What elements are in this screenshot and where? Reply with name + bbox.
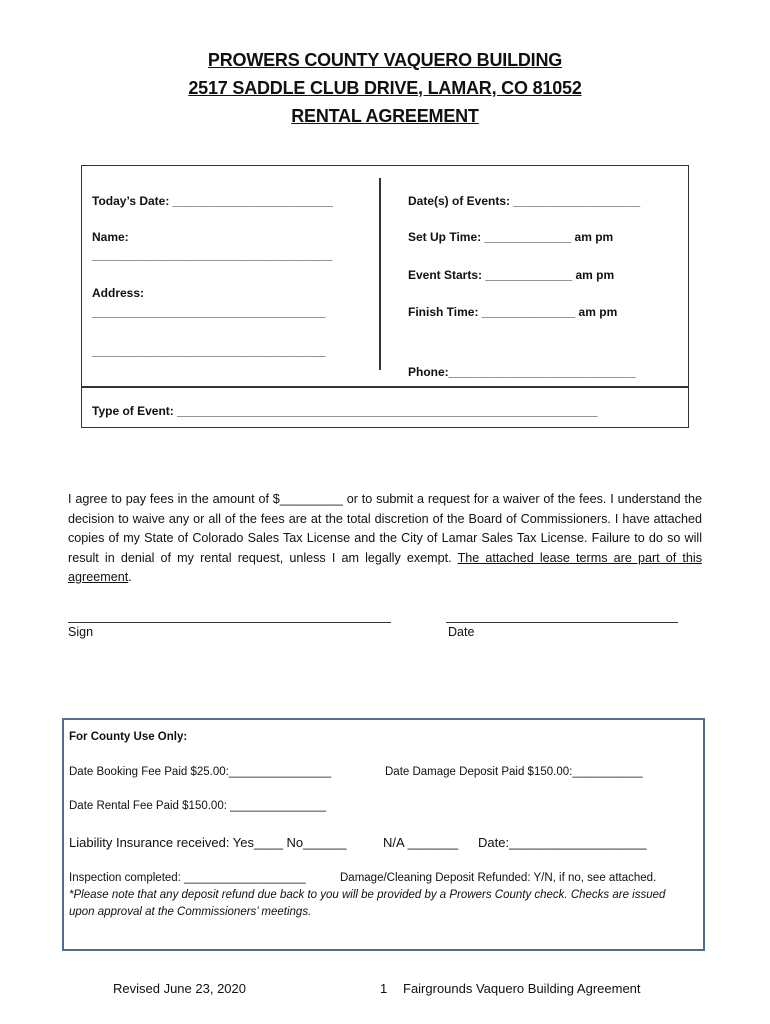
title-line-2: 2517 SADDLE CLUB DRIVE, LAMAR, CO 81052 [188, 78, 582, 98]
deposit-refund-field[interactable]: Damage/Cleaning Deposit Refunded: Y/N, if no, see attached. [340, 872, 657, 884]
document-name: Fairgrounds Vaquero Building Agreement [403, 981, 641, 996]
liability-insurance-field[interactable]: Liability Insurance received: Yes____ No______ [69, 835, 347, 850]
todays-date-field[interactable]: Today’s Date: ________________________ [92, 194, 333, 208]
lease-terms-text: The attached lease terms are part of this agreement [68, 550, 702, 584]
name-label: Name: [92, 230, 129, 244]
set-up-time-field[interactable]: Set Up Time: _____________ am pm [408, 230, 614, 244]
phone-field[interactable]: Phone:____________________________ [408, 365, 636, 379]
column-divider [379, 178, 381, 370]
agreement-text: I agree to pay fees in the amount of $_________ or to submit a request for a waiver of the fees. I understand the decision to waive any or all of the fees are at the total discretion of the Board of Commissioners. I have attached copies of my State of Colorado Sales Tax License and the City of Lamar Sales Tax License. Failure to do so will result in denial of my rental request, unless I am legally exempt. [68, 492, 702, 565]
signature-line[interactable] [68, 622, 391, 623]
event-dates-field[interactable]: Date(s) of Events: ___________________ [408, 194, 641, 208]
address-field-1[interactable]: ___________________________________ [92, 305, 326, 319]
name-field[interactable]: ____________________________________ [92, 248, 333, 262]
damage-deposit-field[interactable]: Date Damage Deposit Paid $150.00:___________ [385, 766, 643, 778]
rental-fee-field[interactable]: Date Rental Fee Paid $150.00: _______________ [69, 800, 327, 812]
booking-fee-field[interactable]: Date Booking Fee Paid $25.00:________________ [69, 766, 332, 778]
finish-time-field[interactable]: Finish Time: ______________ am pm [408, 305, 618, 319]
title-line-3: RENTAL AGREEMENT [291, 106, 479, 126]
na-field[interactable]: N/A _______ [383, 835, 459, 850]
title-line-1: PROWERS COUNTY VAQUERO BUILDING [207, 50, 563, 70]
event-starts-field[interactable]: Event Starts: _____________ am pm [408, 268, 615, 282]
date-label: Date [448, 625, 475, 639]
county-use-heading: For County Use Only: [69, 731, 188, 743]
page-number: 1 [380, 981, 388, 996]
agreement-end: . [128, 570, 132, 584]
refund-note: *Please note that any deposit refund due back to you will be provided by a Prowers County check. Checks are issued upon approval at the Commissioners’ meetings. [69, 889, 666, 918]
inspection-field[interactable]: Inspection completed: ___________________ [69, 872, 306, 884]
revised-date: Revised June 23, 2020 [113, 981, 246, 996]
event-type-field[interactable]: Type of Event: _______________________________________________________________ [92, 404, 598, 418]
sign-label: Sign [68, 625, 94, 639]
address-field-2[interactable]: ___________________________________ [92, 344, 326, 358]
insurance-date-field[interactable]: Date:___________________ [478, 835, 647, 850]
agreement-paragraph [68, 490, 702, 588]
signature-date-line[interactable] [446, 622, 678, 623]
address-label: Address: [92, 286, 145, 300]
